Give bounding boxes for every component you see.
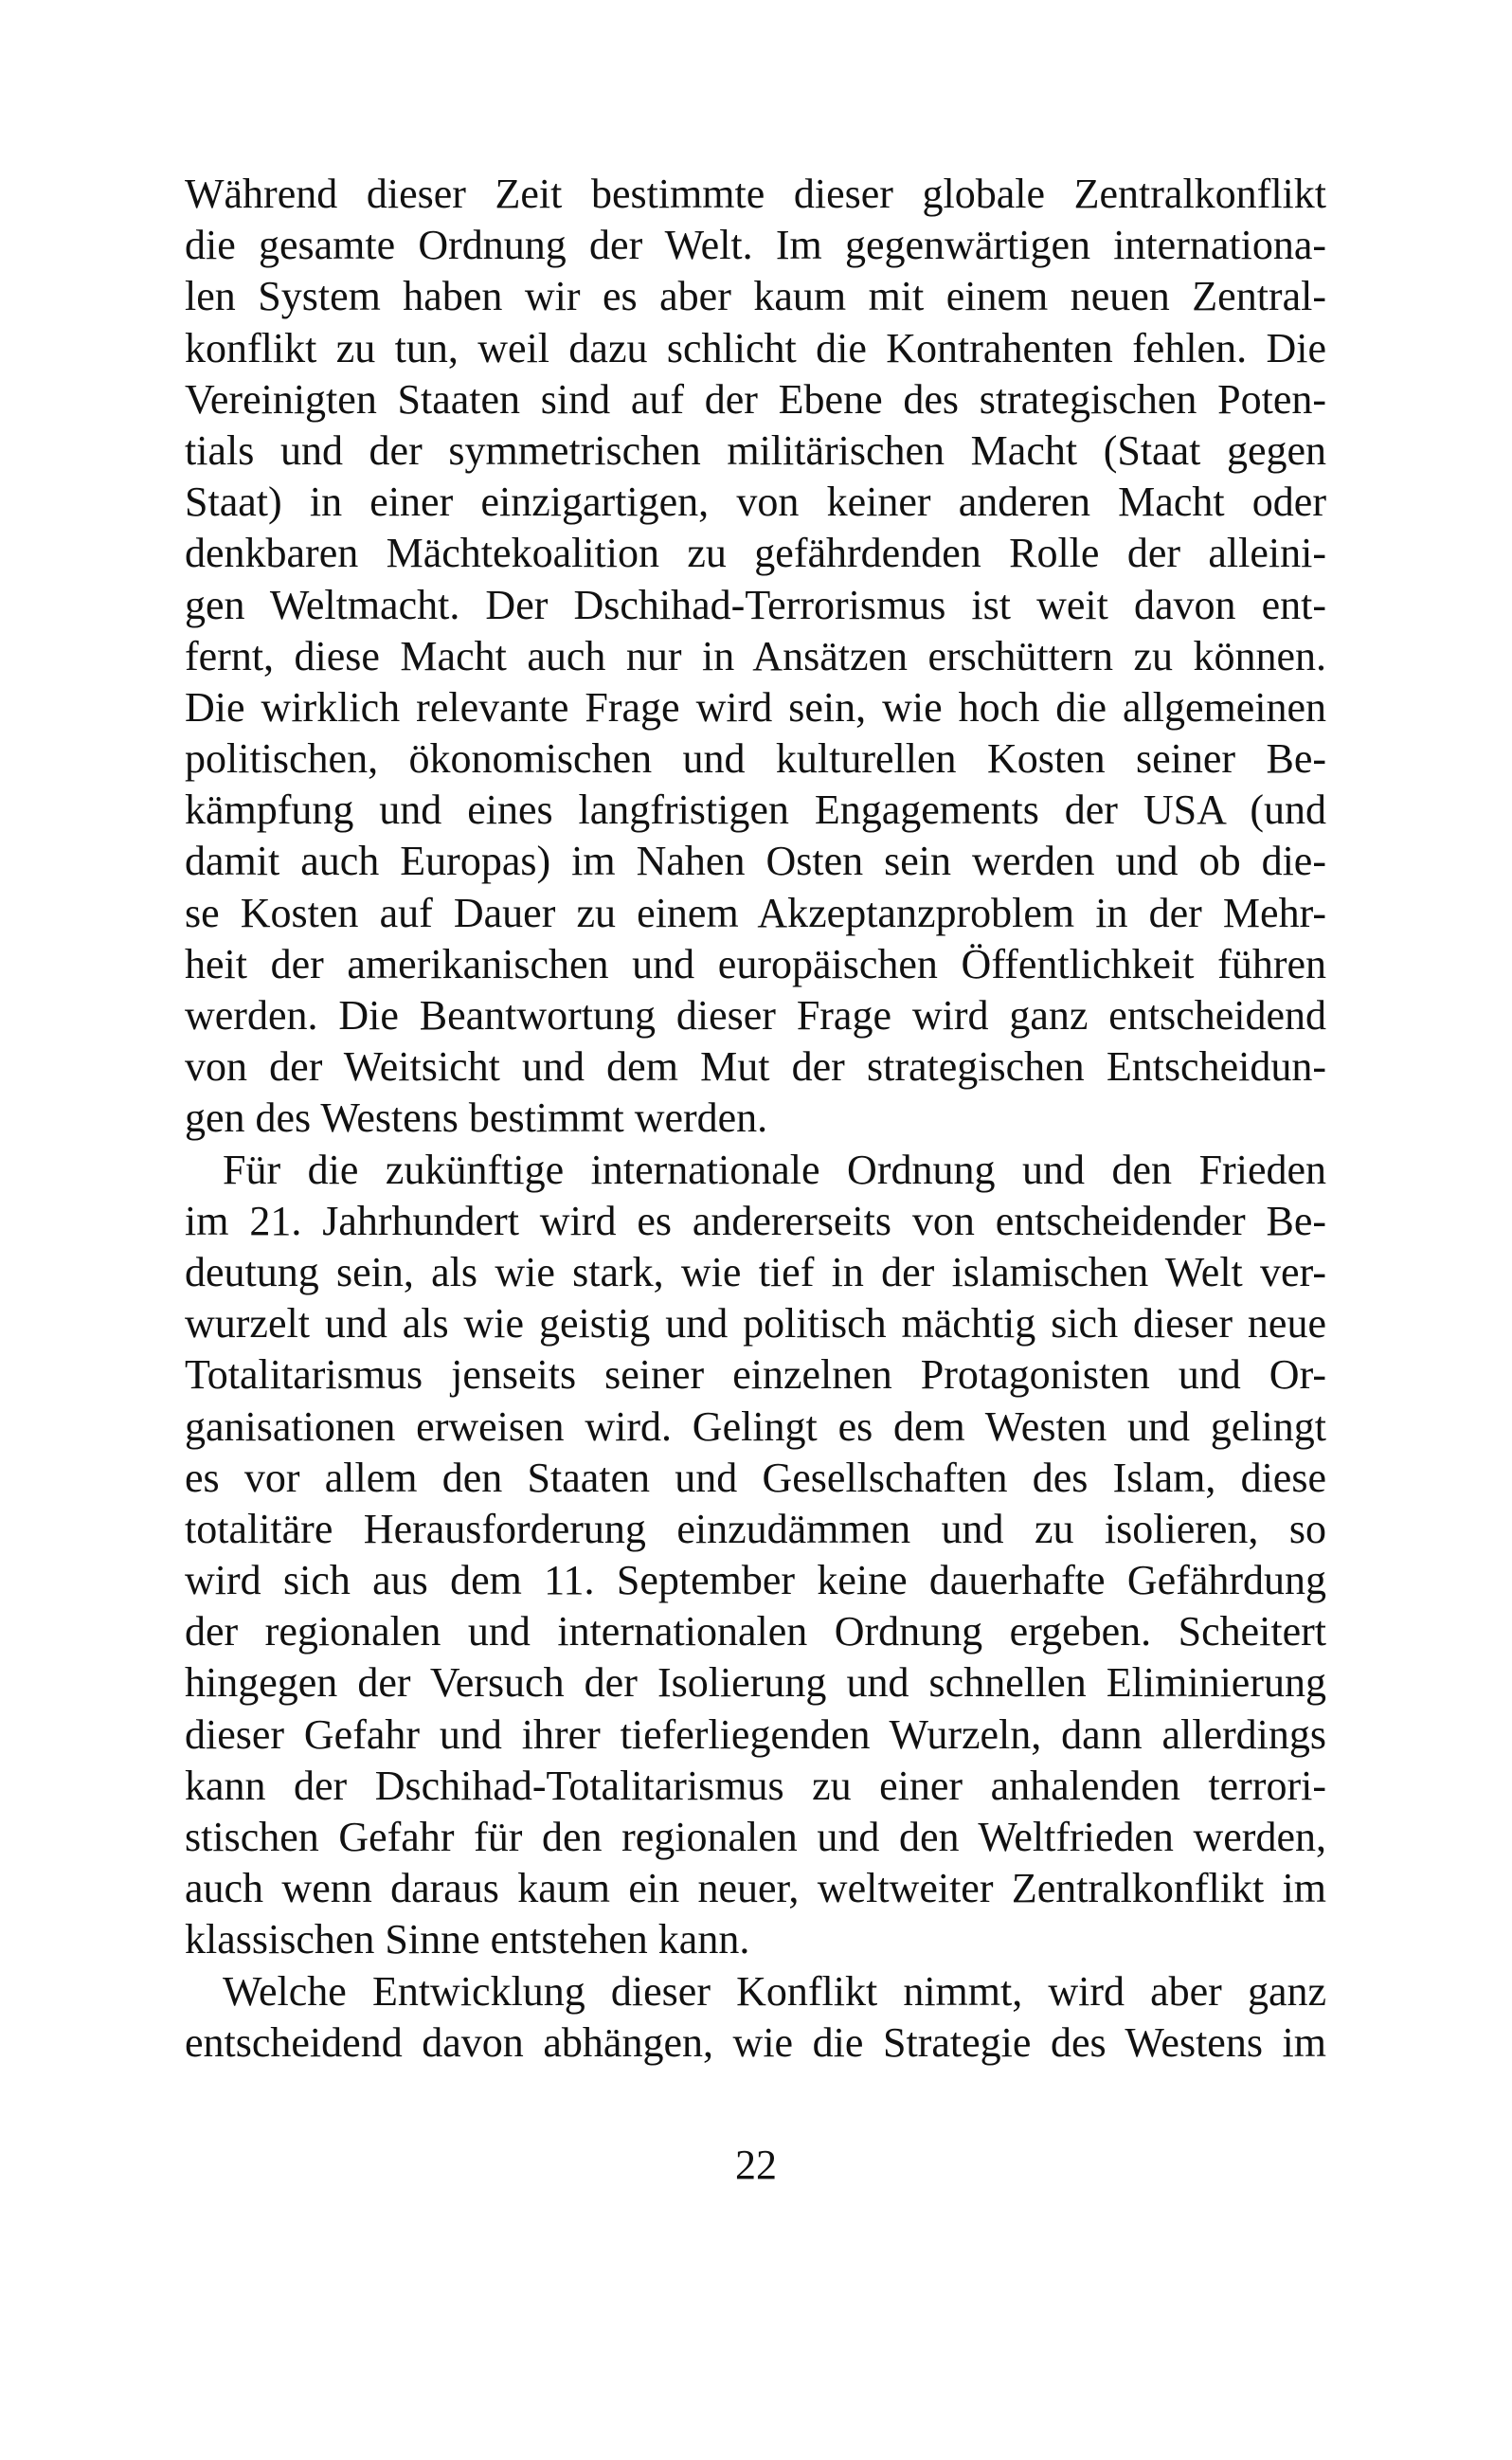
text-line: totalitäre Herausforderung einzudämmen und zu isolieren, so <box>185 1505 1326 1552</box>
text-line: Staat) in einer einzigartigen, von keiner anderen Macht oder <box>185 479 1326 526</box>
text-line: gen des Westens bestimmt werden. <box>185 1094 768 1142</box>
text-line: wurzelt und als wie geistig und politisch mächtig sich dieser neue <box>185 1300 1326 1348</box>
text-line: gen Weltmacht. Der Dschihad-Terrorismus ist weit davon ent- <box>185 581 1326 628</box>
paragraph-3 <box>185 1966 1326 2069</box>
text-line: Totalitarismus jenseits seiner einzelnen Protagonisten und Or- <box>185 1351 1326 1399</box>
text-line: im 21. Jahrhundert wird es andererseits von entscheidender Be- <box>185 1197 1326 1244</box>
text-line: die gesamte Ordnung der Welt. Im gegenwärtigen internationa- <box>185 222 1326 269</box>
text-line: kann der Dschihad-Totalitarismus zu einer anhalenden terrori- <box>185 1762 1326 1809</box>
text-line: hingegen der Versuch der Isolierung und schnellen Eliminierung <box>185 1659 1326 1707</box>
text-line: se Kosten auf Dauer zu einem Akzeptanzproblem in der Mehr- <box>185 889 1326 936</box>
text-line: es vor allem den Staaten und Gesellschaften des Islam, diese <box>185 1454 1326 1501</box>
paragraph-2 <box>185 1145 1326 1966</box>
text-line: politischen, ökonomischen und kulturellen Kosten seiner Be- <box>185 735 1326 783</box>
text-line: werden. Die Beantwortung dieser Frage wird ganz entscheidend <box>185 992 1326 1039</box>
text-line: konflikt zu tun, weil dazu schlicht die Kontrahenten fehlen. Die <box>185 324 1326 371</box>
text-line: fernt, diese Macht auch nur in Ansätzen erschüttern zu können. <box>185 632 1326 679</box>
text-line: klassischen Sinne entstehen kann. <box>185 1916 750 1963</box>
text-line: tials und der symmetrischen militärischen Macht (Staat gegen <box>185 426 1326 474</box>
text-line: Vereinigten Staaten sind auf der Ebene des strategischen Poten- <box>185 375 1326 423</box>
text-line: stischen Gefahr für den regionalen und den Weltfrieden werden, <box>185 1814 1326 1860</box>
text-line: heit der amerikanischen und europäischen Öffentlichkeit führen <box>185 940 1326 987</box>
text-line: damit auch Europas) im Nahen Osten sein werden und ob die- <box>185 838 1326 885</box>
text-line: Die wirklich relevante Frage wird sein, wie hoch die allgemeinen <box>185 683 1326 731</box>
text-line: ganisationen erweisen wird. Gelingt es dem Westen und gelingt <box>185 1402 1326 1450</box>
text-line: Während dieser Zeit bestimmte dieser globale Zentralkonflikt <box>185 171 1326 217</box>
text-line: denkbaren Mächtekoalition zu gefährdenden Rolle der alleini- <box>185 530 1326 577</box>
text-line: len System haben wir es aber kaum mit einem neuen Zentral- <box>185 273 1326 320</box>
text-line: wird sich aus dem 11. September keine dauerhafte Gefährdung <box>185 1557 1326 1604</box>
text-line: Welche Entwicklung dieser Konflikt nimmt, wird aber ganz <box>223 1967 1326 2015</box>
text-line: Für die zukünftige internationale Ordnung und den Frieden <box>223 1146 1326 1193</box>
text-line: entscheidend davon abhängen, wie die Strategie des Westens im <box>185 2018 1326 2066</box>
text-line: der regionalen und internationalen Ordnung ergeben. Scheitert <box>185 1608 1326 1655</box>
text-line: von der Weitsicht und dem Mut der strategischen Entscheidun- <box>185 1043 1326 1091</box>
text-line: kämpfung und eines langfristigen Engagements der USA (und <box>185 787 1326 834</box>
text-line: dieser Gefahr und ihrer tieferliegenden Wurzeln, dann allerdings <box>185 1710 1326 1758</box>
body-text <box>185 169 1326 2069</box>
text-line: deutung sein, als wie stark, wie tief in der islamischen Welt ver- <box>185 1248 1326 1295</box>
paragraph-1 <box>185 169 1326 1145</box>
page-number: 22 <box>735 2142 777 2188</box>
text-line: auch wenn daraus kaum ein neuer, weltweiter Zentralkonflikt im <box>185 1865 1326 1912</box>
